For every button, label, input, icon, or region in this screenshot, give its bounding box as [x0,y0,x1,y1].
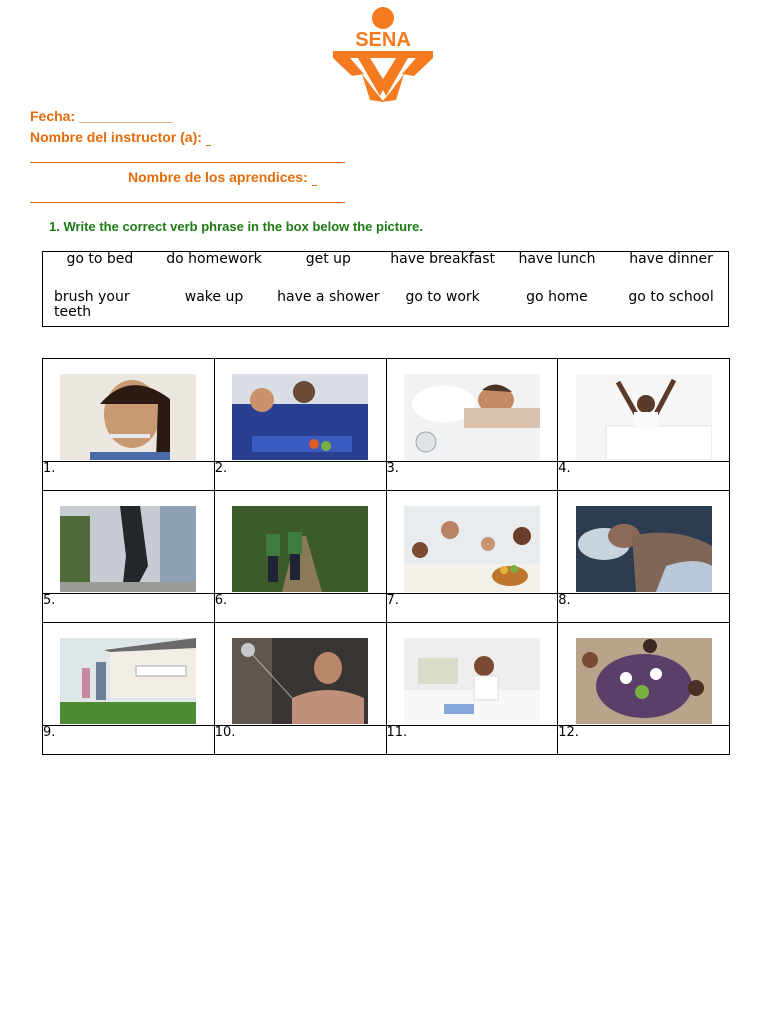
businessman-walking-to-work-photo [60,506,196,592]
word-bank-row [43,252,729,290]
word-bank-item: get up [305,251,351,267]
picture-number: 8. [558,593,571,608]
answer-cell[interactable] [558,594,730,623]
picture-cell [558,491,730,594]
date-label: Fecha: [30,108,76,124]
exercise-instruction: 1. Write the correct verb phrase in the box below the picture. [49,219,423,234]
answer-cell[interactable] [214,462,386,491]
picture-number: 11. [386,725,408,740]
students-eating-lunch-photo [232,374,368,460]
apprentices-name-field [128,169,317,186]
word-bank [42,251,729,327]
word-bank-item: go to work [405,288,480,305]
apprentices-blank[interactable] [312,169,317,186]
picture-cell [558,359,730,462]
word-bank-row [43,290,729,327]
family-arriving-home-photo [60,638,196,724]
instructor-label: Nombre del instructor (a): [30,129,202,145]
picture-cell [214,491,386,594]
picture-cell [214,359,386,462]
picture-cell [43,491,215,594]
man-sleeping-photo [576,506,712,592]
word-bank-item: go to school [628,288,714,305]
word-bank-item: brush your teeth [54,288,130,320]
children-walking-to-school-photo [232,506,368,592]
answer-cell[interactable] [43,726,215,755]
answer-cell[interactable] [214,726,386,755]
word-bank-item: have a shower [277,288,380,305]
word-bank-item: go to bed [66,251,134,267]
picture-cell [386,623,558,726]
apprentices-line [30,202,345,203]
woman-stretching-in-bed-photo [576,374,712,460]
word-bank-item: have lunch [518,251,596,267]
picture-cell [558,623,730,726]
apprentices-label: Nombre de los aprendices: [128,169,308,185]
answer-cell[interactable] [214,594,386,623]
instructor-blank[interactable] [206,129,211,146]
word-bank-item: do homework [166,251,262,267]
picture-cell [386,491,558,594]
answer-cell[interactable] [558,462,730,491]
picture-number: 3. [386,461,399,476]
date-field [30,108,172,124]
instructor-line [30,162,345,163]
svg-text:SENA: SENA [355,29,411,51]
answer-cell[interactable] [558,726,730,755]
picture-number: 9. [43,725,56,740]
answer-cell[interactable] [386,594,558,623]
answer-cell[interactable] [43,462,215,491]
family-dinner-photo [576,638,712,724]
picture-cell [386,359,558,462]
family-breakfast-photo [404,506,540,592]
girl-brushing-teeth-photo [60,374,196,460]
picture-number: 10. [214,725,236,740]
word-bank-item: go home [526,288,588,305]
picture-cell [43,623,215,726]
word-bank-item: have breakfast [390,251,496,267]
picture-number: 12. [558,725,579,740]
picture-cell [214,623,386,726]
answer-cell[interactable] [386,462,558,491]
picture-number: 2. [214,461,228,476]
sena-logo [330,4,436,102]
man-waking-up-alarm-photo [404,374,540,460]
word-bank-item: have dinner [629,251,713,267]
instructor-name-field [30,129,211,146]
answer-cell[interactable] [43,594,215,623]
picture-number: 6. [214,593,228,608]
date-blank[interactable]: ____________ [79,108,173,124]
picture-grid [42,358,730,755]
picture-number: 5. [43,593,56,608]
picture-number: 1. [43,461,56,476]
word-bank-item: wake up [184,288,244,305]
answer-cell[interactable] [386,726,558,755]
girl-doing-homework-photo [404,638,540,724]
man-in-shower-photo [232,638,368,724]
picture-number: 4. [558,461,571,476]
picture-number: 7. [386,593,399,608]
picture-cell [43,359,215,462]
